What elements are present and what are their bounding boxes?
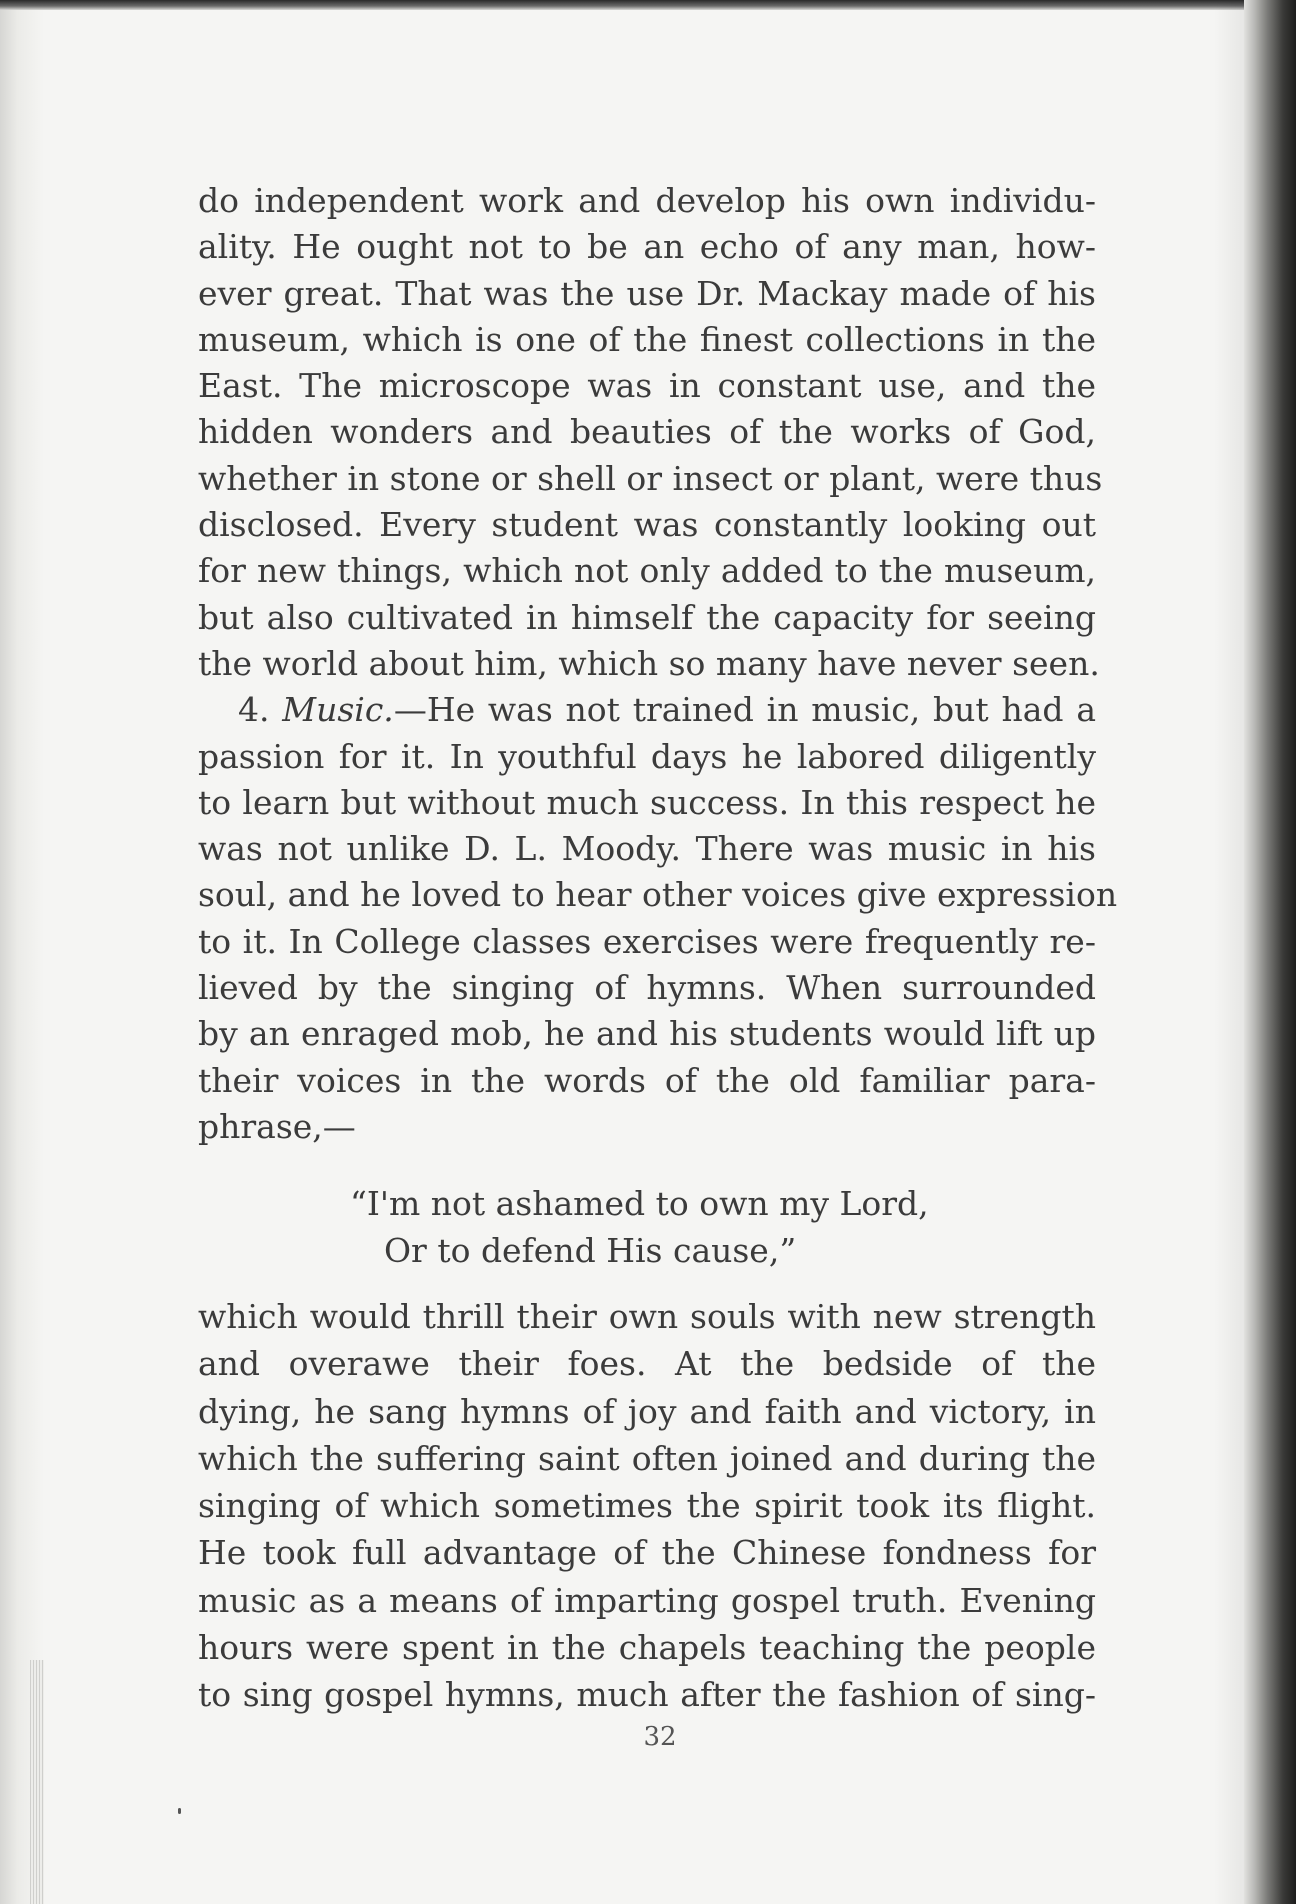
section-heading-line — [198, 687, 1096, 733]
text-line: He took full advantage of the Chinese fondness for — [198, 1533, 1096, 1573]
text-line: soul, and he loved to hear other voices give expression — [198, 875, 1118, 915]
text-line: hidden wonders and beauties of the works of God, — [198, 412, 1096, 452]
text-line: do independent work and develop his own individu- — [198, 181, 1096, 220]
text-line: phrase,— — [198, 1106, 356, 1146]
page-left-edge — [0, 0, 44, 1904]
text-line: their voices in the words of the old familiar para- — [198, 1060, 1096, 1100]
section-number: 4. — [238, 690, 270, 730]
text-line: ality. He ought not to be an echo of any man, how- — [198, 227, 1096, 267]
scan-speck — [178, 1808, 181, 1814]
text-line: the world about him, which so many have never seen. — [198, 643, 1100, 683]
text-line: by an enraged mob, he and his students would lift up — [198, 1014, 1096, 1054]
hymn-line-1: “I'm not ashamed to own my Lord, — [350, 1184, 929, 1223]
text-line: to it. In College classes exercises were frequently re- — [198, 921, 1096, 961]
text-line: for new things, which not only added to the museum, — [198, 551, 1096, 591]
text-line: whether in stone or shell or insect or plant, were thus — [198, 458, 1103, 498]
text-line: music as a means of imparting gospel truth. Evening — [198, 1580, 1096, 1620]
page-gutter-shadow — [1214, 0, 1244, 1904]
text-line: passion for it. In youthful days he labored diligently — [198, 736, 1096, 776]
text-line: which would thrill their own souls with new strength — [198, 1297, 1096, 1336]
text-line: hours were spent in the chapels teaching the people — [198, 1628, 1096, 1668]
body-text-top — [198, 178, 1118, 1150]
text-line: dying, he sang hymns of joy and faith and victory, in — [198, 1391, 1096, 1431]
text-line: disclosed. Every student was constantly looking out — [198, 505, 1096, 545]
text-line: ever great. That was the use Dr. Mackay made of his — [198, 273, 1096, 313]
quoted-hymn — [350, 1180, 929, 1274]
section-first-line-text: —He was not trained in music, but had a — [393, 690, 1096, 730]
body-text-bottom — [198, 1293, 1096, 1719]
text-line: singing of which sometimes the spirit took its flight. — [198, 1486, 1096, 1526]
text-line: to learn but without much success. In this respect he — [198, 782, 1096, 822]
text-line: East. The microscope was in constant use, and the — [198, 366, 1096, 406]
scan-right-edge — [1244, 0, 1296, 1904]
text-line: was not unlike D. L. Moody. There was music in his — [198, 829, 1096, 869]
text-line: and overawe their foes. At the bedside of the — [198, 1344, 1096, 1384]
text-line: to sing gospel hymns, much after the fashion of sing- — [198, 1675, 1096, 1715]
text-line: which the suffering saint often joined and during the — [198, 1438, 1096, 1478]
text-line: lieved by the singing of hymns. When surrounded — [198, 968, 1096, 1008]
section-title: Music. — [282, 690, 394, 730]
text-line: but also cultivated in himself the capacity for seeing — [198, 597, 1096, 637]
hymn-line-2: Or to defend His cause,” — [384, 1231, 797, 1270]
text-line: museum, which is one of the finest collections in the — [198, 319, 1096, 359]
scan-top-edge — [0, 0, 1296, 10]
page-number: 32 — [643, 1722, 677, 1752]
